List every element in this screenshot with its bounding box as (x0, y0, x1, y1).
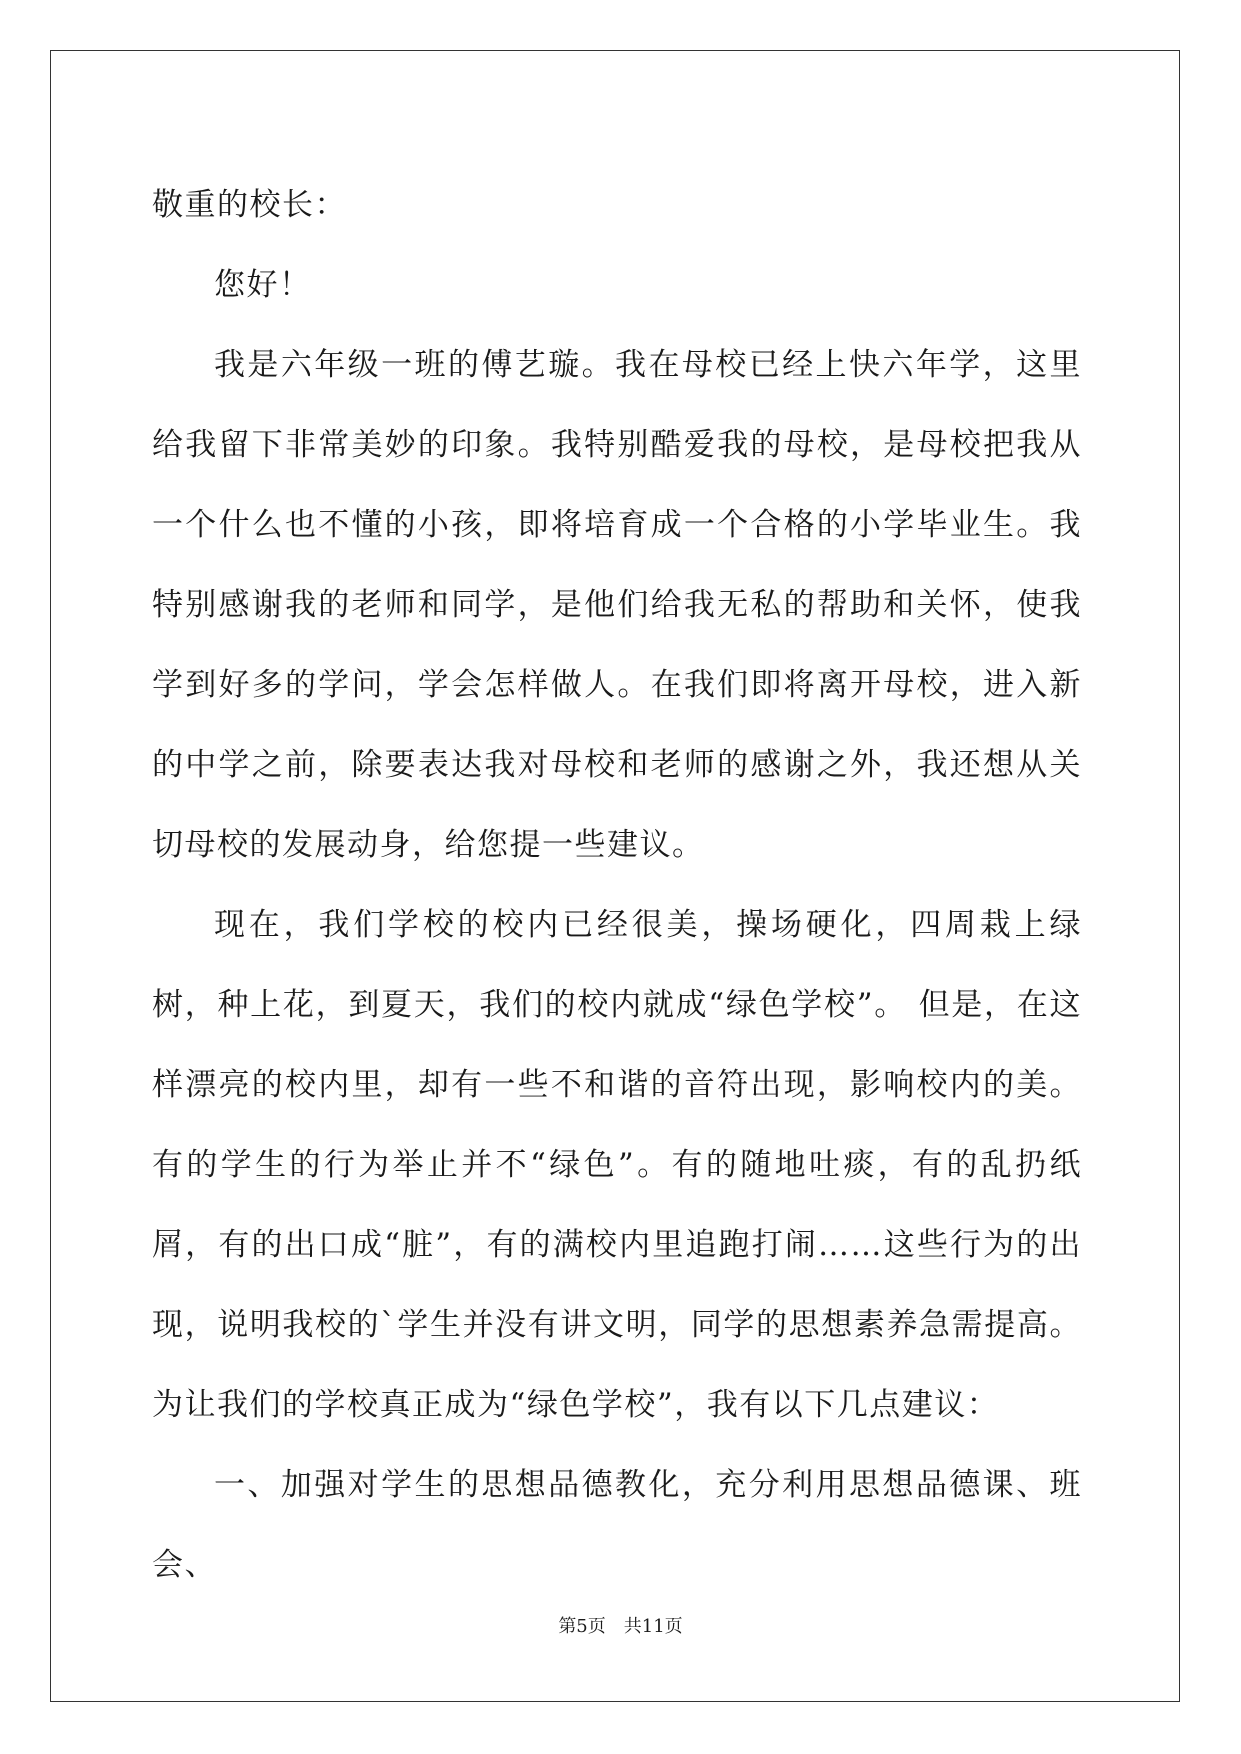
paragraph: 我是六年级一班的傅艺璇。我在母校已经上快六年学，这里给我留下非常美妙的印象。我特别酷爱我的母校，是母校把我从一个什么也不懂的小孩，即将培育成一个合格的小学毕业生。我特别感谢我的老师和同学，是他们给我无私的帮助和关怀，使我学到好多的学问，学会怎样做人。在我们即将离开母校，进入新的中学之前，除要表达我对母校和老师的感谢之外，我还想从关切母校的发展动身，给您提一些建议。 (152, 347, 1082, 863)
paragraph: 现在，我们学校的校内已经很美，操场硬化，四周栽上绿树，种上花，到夏天，我们的校内就成“绿色学校”。 但是，在这样漂亮的校内里，却有一些不和谐的音符出现，影响校内的美。有的学生的行为举止并不“绿色”。有的随地吐痰，有的乱扔纸屑，有的出口成“脏”，有的满校内里追跑打闹……这些行为的出现，说明我校的`学生并没有讲文明，同学的思想素养急需提高。 为让我们的学校真正成为“绿色学校”，我有以下几点建议： (152, 907, 1082, 1423)
greeting: 您好！ (214, 267, 312, 303)
salutation: 敬重的校长： (152, 187, 347, 223)
page-footer (0, 1612, 1241, 1638)
paragraph: 一、加强对学生的思想品德教化，充分利用思想品德课、班会、 (152, 1467, 1082, 1583)
total-pages: 共11页 (623, 1616, 683, 1637)
letter-body (152, 165, 1082, 1605)
current-page-number: 第5页 (558, 1616, 606, 1637)
